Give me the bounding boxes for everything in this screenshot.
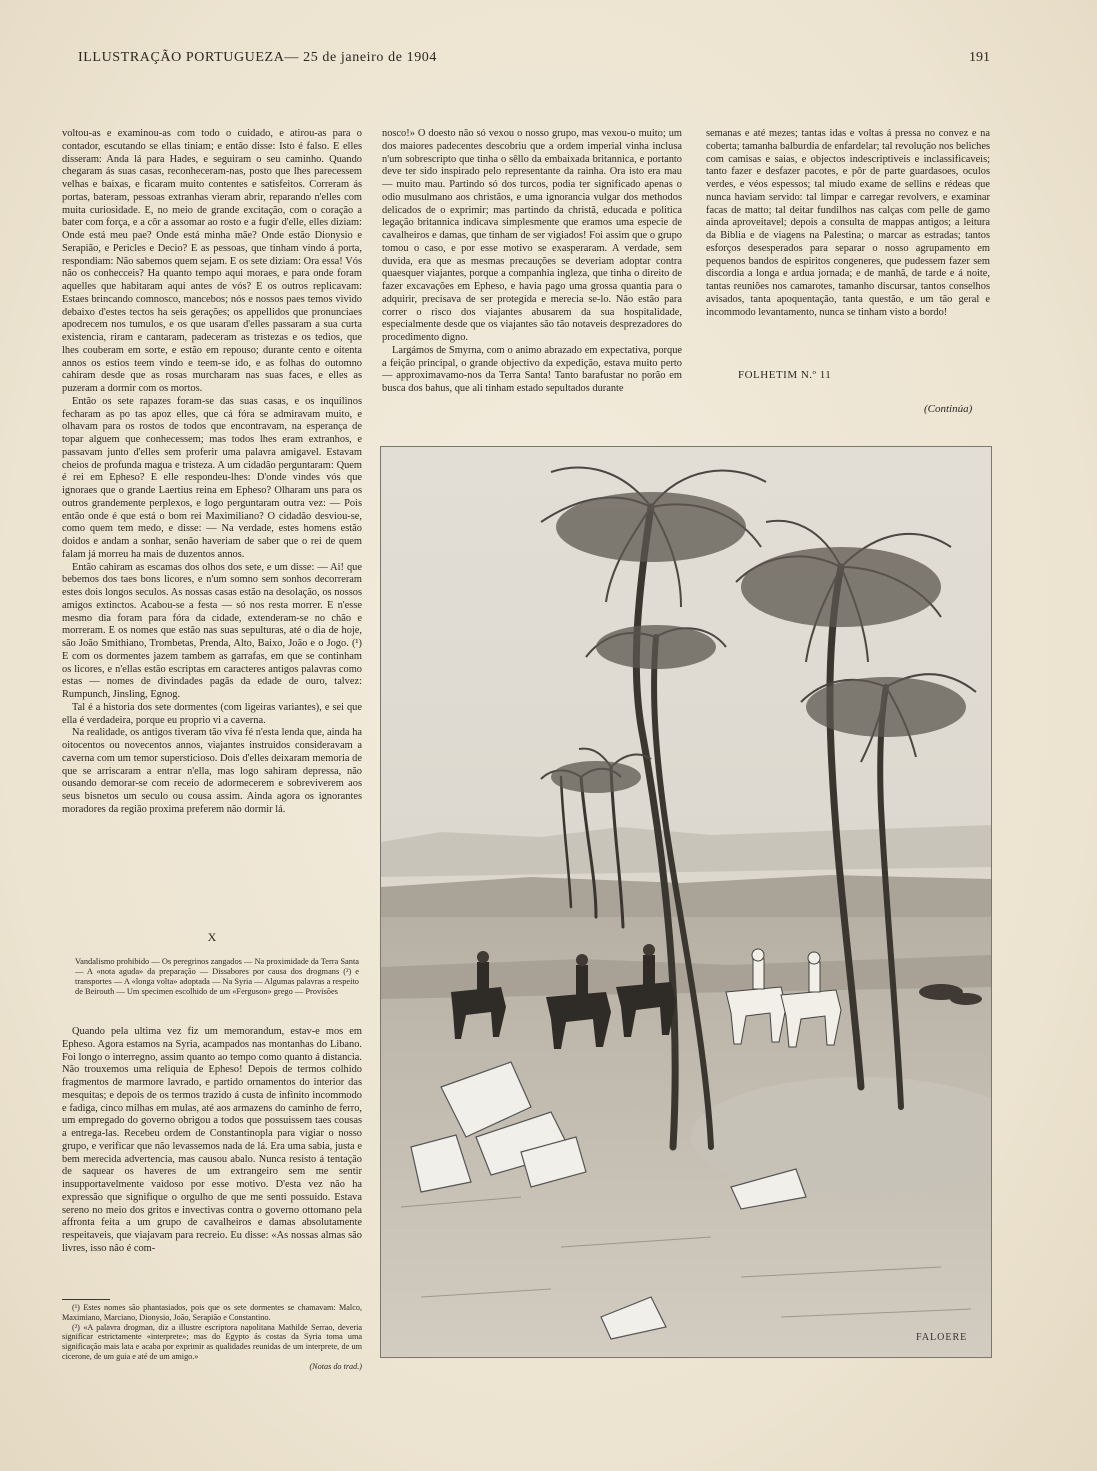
- illustration-drawing: [381, 447, 991, 1357]
- paragraph: Tal é a historia dos sete dormentes (com ligeiras variantes), e sei que ella é verdadeira, porque eu proprio vi a caverna.: [62, 701, 362, 726]
- footnotes: [62, 1303, 362, 1372]
- column-1-text: [62, 128, 362, 938]
- paragraph: semanas e até mezes; tantas idas e voltas á pressa no convez e na coberta; tamanha balburdia de enfardelar; tal revolução nos beliches com camisas e saias, e objectos indescriptiveis e inclassificaveis; tanto fazer e desfazer pacotes, e pôr de parte guardasoes, oculos verdes, e véos espessos; tal miudo exame de sellins e rédeas que nunca haviam servido: tal limpar e carregar revolvers, e examinar facas de matto; tal deitar fundilhos nas calças com pelle de gamo ainda aproveitavel; depois a consulta de mappas antigos; a leitura da Biblia e de viagens na Palestina; o marcar as estradas; tantos esforços desesperados para separar o nosso agrupamento em pequenos bandos de espiritos congeneres, que pudessem fazer sem discordia a longa e ardua jornada; e de manhã, de tarde e á noite, tantas reuniões nos camarotes, tamanho discursar, tantos conselhos avisados, tanta apoquentação, tanta questão, e um tão geral e incommodo levantamento, nunca se tinham visto a bordo!: [706, 128, 990, 318]
- page-number: 191: [969, 50, 990, 65]
- continua-label: (Continúa): [924, 403, 973, 415]
- paragraph: Então os sete rapazes foram-se das suas casas, e os inquilinos fecharam as po tas apoz elles, que cá fóra se admiravam muito, e olhavam para os rostos de todos que encontravam, na esperança de topar alguem que conhecessem; mas todos lhes eram extranhos, e passavam junto d'elles sem proferir uma palavra amigavel. Estavam cheios de profunda magua e tristeza. A um cidadão perguntaram: Quem é rei em Epheso? E elle respondeu-lhes: D'onde vindes vós que ignoraes que o grande Laertius reina em Epheso? Olharam uns para os outros grandemente perplexos, e logo perguntaram outra vez: — Pois então onde é que está o bom rei Maximiliano? O cidadão desviou-se, como quem tem medo, e disse: — Na verdade, estes homens estão doidos e andam a sonhar, senão haveriam de saber que o rei de quem falam já morreu ha mais de duzentos annos.: [62, 395, 362, 560]
- paragraph: Quando pela ultima vez fiz um memorandum, estav-e mos em Epheso. Agora estamos na Syria, acampados nas montanhas do Libano. Foi longo o interregno, assim quanto ao tempo como quanto á distancia. Não trouxemos uma reliquia de Epheso! Depois de termos colhido fragmentos de marmore lavrado, e partido ornamentos do interior das mesquitas; e depois de os termos trazido á custa de infinito incommodo e fadiga, cinco milhas em mulas, até aos armazens do caminho de ferro, um empregado do governo obrigou a todos que possuissem taes cousas a entrega-las. Recebeu ordem de Constantinopla para vigiar o nosso grupo, e verificar que não levassemos nada de lá. Era uma sabia, justa e bem merecida advertencia, mas causou abalo. Nunca resisto á tentação de saquear os haveres de um extrangeiro sem me sentir insupportavelmente vaidoso por esse motivo. D'esta vez não ha expressão que signifique o orgulho de que me senti possuido. Estava sereno no meio dos gritos e invectivas contra o governo ottomano pela affronta feita a um grupo de cavalheiros e damas absolutamente respeitaveis, que viajavam para recreio. Eu disse: «As nossas almas são livres, isso não é com-: [62, 1026, 362, 1254]
- folhetim-label: FOLHETIM N.º 11: [738, 369, 832, 381]
- section-heading: X: [207, 930, 217, 944]
- chapter-summary: Vandalismo prohibido — Os peregrinos zangados — Na proximidade da Terra Santa — A «nota aguda» da preparação — Dissabores por causa dos drogmans (²) e transportes — A «longa volta» adoptada — Na Syria — Algumas palavras a respeito de Beirouth — Um specimen escolhido de um «Ferguson» grego — Provisões: [75, 957, 359, 996]
- column-2-text: [382, 128, 682, 428]
- paragraph: nosco!» O doesto não só vexou o nosso grupo, mas vexou-o muito; um dos maiores padecentes descobriu que a ordem imperial vinha inclusa n'um sobrescripto que tinha o sêllo da embaixada britannica, e portanto deve ter sido inspirado pelo representante da rainha. Ora isto era mau — muito mau. Partindo só dos turcos, podia ter significado apenas o odio musulmano aos christãos, e uma ignorancia vulgar dos methodos delicados de o exprimir; mas partindo da christã, educada e politica legação britannica indicava simplesmente que eramos uma especie de cavalheiros e damas, que tinham de ser vigiados! Foi assim que o grupo tomou o caso, e por esse motivo se exasperaram. A verdade, sem duvida, era que as mesmas precauções se deveriam adoptar contra quaesquer viajantes, porque a companhia ingleza, que tinha o direito de fazer excavações em Epheso, e havia pago uma grossa quantia para o adquirir, precisava de ser protegida e merecia se-lo. Não estão para correr o risco dos viajantes abusarem da sua hospitalidade, especialmente desde que os viajantes são tão notaveis desprezadores do procedimento digno.: [382, 128, 682, 343]
- footnote: (¹) Estes nomes são phantasiados, pois que os sete dormentes se chamavam: Malco, Maximiano, Marciano, Dionysio, João, Serapião e Constantino.: [62, 1303, 362, 1322]
- illustrator-signature: FALOERE: [916, 1332, 968, 1343]
- column-1-continued: [62, 1026, 362, 1298]
- paragraph: Largámos de Smyrna, com o animo abrazado em expectativa, porque a feição principal, o grande objectivo da expedição, estava muito perto — approximavamo-nos da Terra Santa! Tanto barafustar no porão em busca dos bahus, que ali tinham estado sepultados durante: [382, 344, 682, 394]
- footnote-signature: (Notas do trad.): [309, 1361, 362, 1371]
- publication-title: ILLUSTRAÇÃO PORTUGUEZA— 25 de janeiro de 1904: [78, 50, 438, 65]
- column-3-text: [706, 128, 990, 358]
- footnote: (²) «A palavra drogman, diz a illustre escriptora napolitana Mathilde Serrao, deveria significar estrictamente «interprete»; mas do Egypto ás costas da Syria toma uma significação mais lata e acaba por exprimir as qualidades reunidas de um interprete, de um cicerone, de um guia e até de um amigo.»: [62, 1322, 362, 1361]
- illustration-palm-caravan: [380, 446, 992, 1358]
- footnote-rule: [62, 1299, 110, 1300]
- paragraph: Então cahiram as escamas dos olhos dos sete, e um disse: — Ai! que bebemos dos taes bons licores, e n'um somno sem sonhos decorreram estes dois longos seculos. As nossas casas estão na desolação, os nossos amigos extinctos. Acabou-se a festa — só nos resta morrer. E n'esse mesmo dia foram para fóra da cidade, extenderam-se no chão e morreram. E os nomes que estão nas suas sepulturas, até o dia de hoje, são João Smithiano, Trombetas, Prenda, Alto, Baixo, João e o Jogo. (¹) E com os dormentes jazem tambem as garrafas, em que se continham os licores, e n'ellas estão escriptas em caracteres antigos palavras como estas — nomes de divindades pagãs da edade de ouro, talvez: Rumpunch, Jinsling, Egnog.: [62, 561, 362, 700]
- paragraph: voltou-as e examinou-as com todo o cuidado, e atirou-as para o contador, escutando se ellas tiniam; e então disse: Isto é falso. E elles disseram: Anda lá para Hades, e seguiram o seu caminho. Quando chegaram ás suas casas, reconheceram-nas, posto que lhes parecessem velhas e baixas, e ficaram muito contentes e satisfeitos. Correram ás portas, bateram, pessoas extranhas vieram abrir, reparando n'elles com muita curiosidade. E, no meio de grande excitação, com o coração a bater com força, e a côr a assomar ao rosto e a fugir d'elle, elles diziam: Onde está meu pae? Onde está minha mãe? Onde estão Dionysio e Serapião, e Pericles e Decio? E as pessoas, que tinham vindo á porta, respondiam: Não sabemos quem sejam. E os sete diziam: Ora essa! Vós não os conhecceis? Ha quanto tempo aqui moraes, e para onde foram aquelles que habitaram aqui antes de vós? E os outros replicavam: Estaes brincando comnosco, mancebos; nós e nossos paes temos vivido debaixo d'estes tectos ha seis gerações; os appellidos que pronunciaes apodrecem nos tumulos, e os que usaram d'elles passaram a sua curta existencia, riram e cantaram, padeceram as tristezas e os tedios, que lhes couberam em sorte, e estão em repouso; durante cento e oitenta annos os estios teem vindo e teem-se ido, e as folhas do outomno cahiram desde que as rosas murcharam nas suas faces, e elles as puzeram a dormir com os mortos.: [62, 128, 362, 394]
- paragraph: Na realidade, os antigos tiveram tão viva fé n'esta lenda que, ainda ha oitocentos ou novecentos annos, viajantes instruidos consideravam a caverna com um temor supersticioso. Dois d'elles deixaram memoria de que se arriscaram a entrar n'ella, mas logo sahiram depressa, não ousando demorar-se com receio de adormecerem e sobreviverem aos seus bisnetos um seculo ou cousa assim. Ainda agora os ignorantes moradores da região proxima preferem não dormir lá.: [62, 727, 362, 815]
- page-header: [78, 50, 990, 74]
